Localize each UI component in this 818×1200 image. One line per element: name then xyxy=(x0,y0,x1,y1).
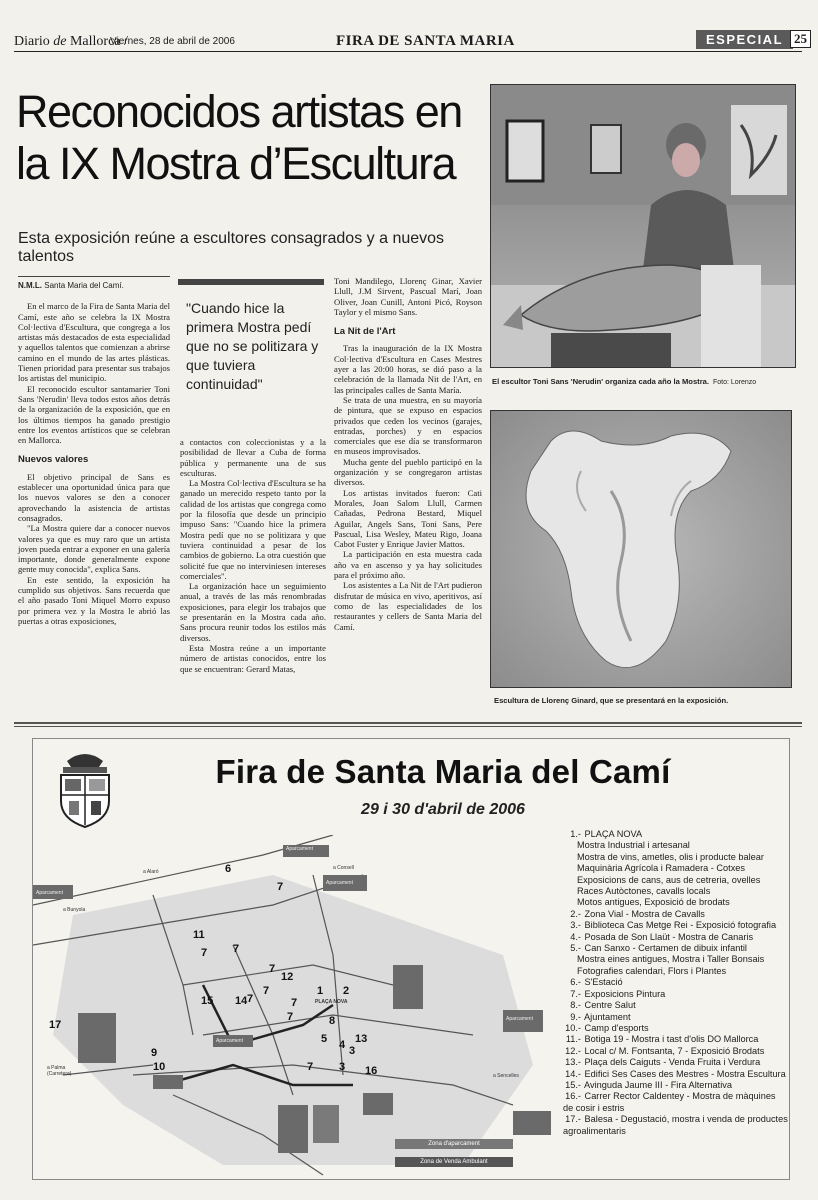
legend-item-number: 4.- xyxy=(570,931,581,942)
map-marker: 17 xyxy=(49,1019,62,1031)
paragraph: La Mostra Col·lectiva d'Escultura se ha ganado un merecido respeto tanto por la calidad de los artistas que congrega como por la filosofía que desde un principio impuso Sans: "Cuando hice la primera Mostra pedí que no se politizara y que tuviera continuidad a pesar de los cambios de gobierno. La otra cuestión que solicité fue que no interviniesen intereses comerciales". xyxy=(180,478,326,581)
legend-item xyxy=(563,909,788,920)
paragraph: Los artistas invitados fueron: Cati Morales, Joan Salom Llull, Carmen Cañadas, Pedrona Bestard, Miquel Aguilar, Angels Sans, Toni Sans, Pere Pascual, Lisa Wesley, Mateu Rigo, Joana Cabot Fuster y Enrique Javier Mattos. xyxy=(334,487,482,550)
byline: N.M.L. Santa Maria del Camí. xyxy=(18,276,170,291)
paragraph: El reconocido escultor santamarier Toni Sans 'Nerudin' lleva todos estos años detrás de la organización de la exposición, que en los últimos tiempos ha ganado prestigio entre los eventos artísticos que se celebran en Mallorca. xyxy=(18,383,170,446)
legend-item-number: 12.- xyxy=(565,1045,581,1056)
legend-item xyxy=(563,829,788,840)
sculptor-photo xyxy=(490,84,796,368)
especial-badge: ESPECIAL xyxy=(696,30,793,49)
legend-item-number: 15.- xyxy=(565,1079,581,1090)
legend-item-number: 16.- xyxy=(565,1091,581,1102)
map-marker: 9 xyxy=(151,1047,158,1059)
map-marker: 7 xyxy=(247,993,254,1005)
map-legend-list xyxy=(563,829,788,1137)
fair-advertisement xyxy=(32,738,790,1180)
map-marker: 7 xyxy=(277,881,284,893)
map-marker: 12 xyxy=(281,971,294,983)
legend-item-label: Biblioteca Cas Metge Rei - Exposició fotografia xyxy=(582,920,777,931)
divider xyxy=(14,722,802,724)
legend-item xyxy=(563,1034,788,1045)
map-marker: 7 xyxy=(233,943,240,955)
legend-item-number: 9.- xyxy=(570,1011,581,1022)
legend-item-number: 6.- xyxy=(570,977,581,988)
map-marker: 10 xyxy=(153,1061,166,1073)
legend-item-label: Botiga 19 - Mostra i tast d'olis DO Mallorca xyxy=(582,1034,759,1045)
map-marker: 7 xyxy=(287,1011,294,1023)
paragraph: La participación en esta muestra cada año va en ascenso y ya hay solicitudes para el próximo año. xyxy=(334,549,482,581)
legend-item-label: S'Estació xyxy=(582,977,623,988)
legend-item xyxy=(563,989,788,1000)
map-marker: 7 xyxy=(269,963,276,975)
legend-sub-item: Mostra Industrial i artesanal xyxy=(577,840,690,851)
town-map xyxy=(33,835,553,1184)
paragraph: La organización hace un seguimiento anual, a través de las más renombradas exposiciones, para elegir los trabajos que se presentarán en la Mostra cada año. Sans procura reunir todos los estilos más diversos. xyxy=(180,581,326,643)
town-crest-icon xyxy=(53,751,117,831)
paragraph: El objetivo principal de Sans es establecer una oportunidad única para que los nuevos valores se den a conocer aprovechando la asistencia de artistas consagrados. xyxy=(18,471,170,523)
legend-sub-item: Motos antigues, Exposició de brodats xyxy=(577,897,730,908)
map-square-label: PLAÇA NOVA xyxy=(315,999,348,1005)
legend-item xyxy=(563,920,788,931)
map-marker: 7 xyxy=(291,997,298,1009)
paragraph: Tras la inauguración de la IX Mostra Col·lectiva d'Escultura en Cases Mestres ayer a las 20:00 horas, se dió paso a la celebración de la llamada Nit de l'Art, en las principales calles de Santa María. xyxy=(334,343,482,395)
newspaper-name: Diario de Mallorca / xyxy=(14,34,128,49)
map-legend-parking: Zona d'aparcament xyxy=(395,1139,513,1149)
legend-item-label: Posada de Son Llaüt - Mostra de Canaris xyxy=(582,931,754,942)
map-marker: 5 xyxy=(321,1033,328,1045)
map-marker: 7 xyxy=(307,1061,314,1073)
map-street-label: a Alaró xyxy=(143,869,159,875)
legend-item-number: 11.- xyxy=(565,1034,581,1045)
map-marker: 8 xyxy=(329,1015,336,1027)
map-marker: 6 xyxy=(225,863,232,875)
map-marker: 7 xyxy=(263,985,270,997)
legend-item-label: Edifici Ses Cases des Mestres - Mostra Escultura xyxy=(582,1068,786,1079)
legend-sub-item: Fotografies calendari, Flors i Plantes xyxy=(577,965,727,976)
map-marker: 15 xyxy=(201,995,214,1007)
paragraph: Toni Mandilego, Llorenç Ginar, Xavier Llull, J.M Sirvent, Pascual Marí, Joan Oliver, Joan Cunill, Antoni Picó, Royson Taylor y el mismo Sans. xyxy=(334,276,482,317)
legend-item-label: Exposicions Pintura xyxy=(582,988,666,999)
legend-item xyxy=(563,1114,788,1137)
legend-item-number: 3.- xyxy=(570,920,581,931)
paragraph: Mucha gente del pueblo participó en la organización y se congregaron artistas diversos. xyxy=(334,456,482,488)
pull-quote-text: "Cuando hice la primera Mostra pedí que no se politizara y que tuviera continuidad" xyxy=(186,300,319,392)
page-header xyxy=(14,30,807,52)
map-street-label: a Sencelles xyxy=(493,1073,519,1079)
legend-item-number: 2.- xyxy=(570,908,581,919)
legend-item-number: 14.- xyxy=(565,1068,581,1079)
pull-quote xyxy=(178,279,324,435)
map-marker: 16 xyxy=(365,1065,378,1077)
paragraph: En este sentido, la exposición ha cumplido sus objetivos. Sans recuerda que el año pasado Toni Miquel Morro expuso por primera vez y la Mostra le abrió las puertas a otras exposiciones, xyxy=(18,574,170,626)
photo-caption-1: El escultor Toni Sans 'Nerudin' organiza cada año la Mostra. Foto: Lorenzo xyxy=(492,377,757,386)
legend-item-label: PLAÇA NOVA xyxy=(582,829,643,839)
legend-item-number: 8.- xyxy=(570,1000,581,1011)
map-street-label: a Palma (Carretera) xyxy=(47,1065,72,1077)
paragraph: Esta Mostra reúne a un importante número de artistas conocidos, entre los que se encuentran: Gerard Matas, xyxy=(180,642,326,674)
map-marker: 2 xyxy=(343,985,350,997)
legend-item xyxy=(563,1057,788,1068)
paragraph: En el marco de la Fira de Santa Maria del Camí, este año se celebra la IX Mostra Col·lectiva d'Escultura, que congrega a los artistas más destacados de esta especialidad y aquellos talentos que comienzan a abrirse camino en el mundo de las artes plásticas. Tienen prioridad para presentar sus trabajos los artistas del municipio. xyxy=(18,301,170,384)
section-heading: La Nit de l'Art xyxy=(334,326,396,338)
headline xyxy=(16,86,486,190)
legend-item-label: Camp d'esports xyxy=(582,1022,649,1033)
paragraph: a contactos con coleccionistas y a la posibilidad de llevar a Cuba de forma pública y permanente una de sus esculturas. xyxy=(180,437,326,478)
photo-credit: Foto: Lorenzo xyxy=(713,379,757,386)
map-parking-label: Aparcament xyxy=(33,889,66,897)
advert-dates: 29 i 30 d'abril de 2006 xyxy=(361,801,525,818)
legend-item-label: Local c/ M. Fontsanta, 7 - Exposició Brodats xyxy=(582,1045,765,1056)
legend-item-number: 7.- xyxy=(570,988,581,999)
legend-item-label: Carrer Rector Caldentey - Mostra de màquines de cosir i estris xyxy=(563,1091,776,1113)
map-marker: 4 xyxy=(339,1039,346,1051)
legend-item xyxy=(563,1023,788,1034)
map-parking-label: Aparcament xyxy=(213,1037,246,1045)
legend-item-label: Can Sanxo - Certamen de dibuix infantil xyxy=(582,943,747,954)
map-parking-label: Aparcament xyxy=(283,845,316,853)
legend-item xyxy=(563,977,788,988)
article-column-2 xyxy=(180,437,326,674)
legend-item xyxy=(563,1000,788,1011)
map-marker: 3 xyxy=(349,1045,356,1057)
legend-item xyxy=(563,932,788,943)
section-title: FIRA DE SANTA MARIA xyxy=(336,33,515,49)
section-heading: Nuevos valores xyxy=(18,454,89,466)
advert-title: Fira de Santa Maria del Camí xyxy=(215,753,671,790)
legend-item-number: 1.- xyxy=(570,829,581,839)
photo-caption-2: Escultura de Llorenç Ginard, que se presentará en la exposición. xyxy=(494,696,729,705)
legend-item xyxy=(563,943,788,954)
paragraph: "La Mostra quiere dar a conocer nuevos valores ya que es muy raro que un artista joven pueda entrar a exponer en una galería importante, donde generalmente expone gente muy conocida", explica Sans. xyxy=(18,523,170,575)
legend-sub-item: Mostra de vins, ametles, olis i producte balear xyxy=(577,851,764,862)
legend-sub-item: Maquinària Agrícola i Ramadera - Cotxes xyxy=(577,863,746,874)
paragraph: Se trata de una muestra, en su mayoría de pintura, que se expuso en espacios privados que ceden los vecinos (garajes, entradas, porches) y en espacios comerciales que ese día se transformaron en museos improvisados. xyxy=(334,394,482,457)
legend-item-number: 5.- xyxy=(570,943,581,954)
map-parking-label: Aparcament xyxy=(323,879,356,887)
legend-item xyxy=(563,1046,788,1057)
headline-line-1: Reconocidos artistas en xyxy=(16,86,462,137)
legend-sub-item: Races Autòctones, cavalls locals xyxy=(577,886,711,897)
page-number: 25 xyxy=(790,30,811,48)
map-marker: 11 xyxy=(193,929,205,941)
map-street-label: a Consell xyxy=(333,865,354,871)
divider xyxy=(14,726,802,727)
legend-item-number: 10.- xyxy=(565,1022,581,1033)
legend-item xyxy=(563,1091,788,1114)
legend-item-label: Plaça dels Caiguts - Venda Fruita i Verdura xyxy=(582,1057,761,1068)
sculpture-photo xyxy=(490,410,792,688)
headline-line-2: la IX Mostra d’Escultura xyxy=(16,138,456,189)
map-legend-street-vending: Zona de Venda Ambulant xyxy=(395,1157,513,1167)
legend-item xyxy=(563,1080,788,1091)
map-parking-label: Aparcament xyxy=(503,1015,536,1023)
legend-item-label: Ajuntament xyxy=(582,1011,631,1022)
map-street-label: a Bunyola xyxy=(63,907,86,913)
legend-item xyxy=(563,1012,788,1023)
map-marker: 13 xyxy=(355,1033,368,1045)
legend-item-number: 17.- xyxy=(565,1114,581,1125)
paragraph: Los asistentes a La Nit de l'Art pudieron disfrutar de música en vivo, aperitivos, así como de las especialidades de los restaurantes y cellers de Santa Maria del Camí. xyxy=(334,580,482,632)
legend-item-number: 13.- xyxy=(565,1057,581,1068)
legend-sub-item: Exposicions de cans, aus de cetreria, ovelles xyxy=(577,874,761,885)
legend-item-label: Centre Salut xyxy=(582,1000,636,1011)
map-marker: 14 xyxy=(235,995,248,1007)
legend-item xyxy=(563,1069,788,1080)
article-column-1 xyxy=(18,276,170,626)
map-marker: 3 xyxy=(339,1061,346,1073)
subheadline: Esta exposición reúne a escultores consagrados y a nuevos talentos xyxy=(18,230,445,265)
legend-item-label: Balesa - Degustació, mostra i venda de productes agroalimentaris xyxy=(563,1114,788,1136)
article-column-3 xyxy=(334,276,482,632)
issue-date: Viernes, 28 de abril de 2006 xyxy=(110,36,235,47)
map-marker: 7 xyxy=(201,947,208,959)
map-marker: 1 xyxy=(317,985,324,997)
legend-sub-item: Mostra eines antigues, Mostra i Taller Bonsais xyxy=(577,954,765,965)
legend-item-label: Zona Vial - Mostra de Cavalls xyxy=(582,908,705,919)
legend-item-label: Avinguda Jaume III - Fira Alternativa xyxy=(582,1079,732,1090)
